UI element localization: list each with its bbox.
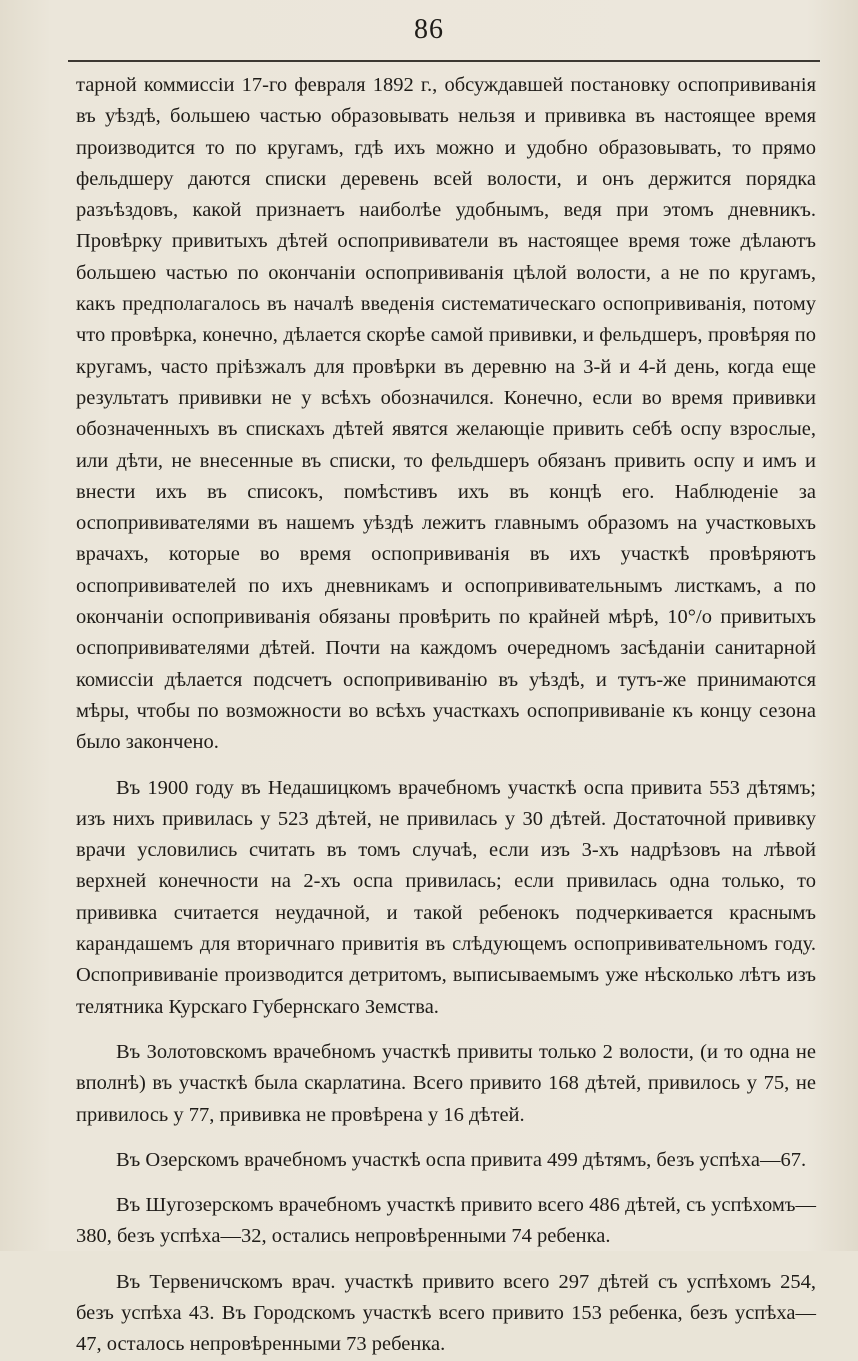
paragraph-ozersky: Въ Озерскомъ врачебномъ участкѣ оспа привита 499 дѣтямъ, безъ успѣха—67. bbox=[116, 1148, 807, 1171]
page-body bbox=[76, 70, 816, 1361]
paragraph-tervenichsky: Въ Тервеничскомъ врач. участкѣ привито всего 297 дѣтей съ успѣхомъ 254, безъ успѣха 43. Въ Городскомъ участкѣ всего привито 153 ребенка, безъ успѣха—47, осталось непровѣренными 73 ребенка. bbox=[76, 1270, 816, 1356]
paragraph-continued: тарной коммиссіи 17-го февраля 1892 г., обсуждавшей постановку оспопрививанія въ уѣздѣ, большею частью образовывать нельзя и прививка въ настоящее время производится то по кругамъ, гдѣ ихъ можно и удобно образовывать, то прямо фельдшеру даются списки деревень всей волости, и онъ держится порядка разъѣздовъ, какой признаетъ наиболѣе удобнымъ, ведя при этомъ дневникъ. Провѣрку привитыхъ дѣтей оспопрививатели въ настоящее время тоже дѣлаютъ большею частью по окончаніи оспопрививанія цѣлой волости, а не по кругамъ, какъ предполагалось въ началѣ введенія систематическаго оспопрививанія, потому что провѣрка, конечно, дѣлается скорѣе самой прививки, и фельдшеръ, провѣряя по кругамъ, часто пріѣзжалъ для провѣрки въ деревню на 3-й и 4-й день, когда еще результатъ прививки не у всѣхъ обозначился. Конечно, если во время прививки обозначенныхъ въ спискахъ дѣтей явятся желающіе привить себѣ оспу взрослые, или дѣти, не внесенные въ списки, то фельдшеръ обязанъ привить оспу и имъ и внести ихъ въ списокъ, помѣстивъ ихъ въ концѣ его. Наблюденіе за оспопрививателями въ нашемъ уѣздѣ лежитъ главнымъ образомъ на участковыхъ врачахъ, которые во время оспопрививанія въ ихъ участкѣ провѣряютъ оспопрививателей по ихъ дневникамъ и оспопрививательнымъ листкамъ, а по окончаніи оспопрививанія обязаны провѣрить по крайней мѣрѣ, 10°/o привитыхъ оспопрививателями дѣтей. Почти на каждомъ очередномъ засѣданіи санитарной комиссіи дѣлается подсчетъ оспопрививанію въ уѣздѣ, и тутъ-же принимаются мѣры, чтобы по возможности во всѣхъ участкахъ оспопрививаніе къ концу сезона было закончено. bbox=[76, 74, 816, 754]
page-number: 86 bbox=[414, 14, 444, 45]
paragraph-shugozersky: Въ Шугозерскомъ врачебномъ участкѣ привито всего 486 дѣтей, съ успѣхомъ—380, безъ успѣха—32, остались непровѣренными 74 ребенка. bbox=[76, 1194, 816, 1248]
paragraph-nedashitsky: Въ 1900 году въ Недашицкомъ врачебномъ участкѣ оспа привита 553 дѣтямъ; изъ нихъ привилась у 523 дѣтей, не привилась у 30 дѣтей. Достаточной прививку врачи условились считать въ томъ случаѣ, если изъ 3-хъ надрѣзовъ на лѣвой верхней конечности на 2-хъ оспа привилась; если привилась одна только, то прививка считается неудачной, и такой ребенокъ подчеркивается краснымъ карандашемъ для вторичнаго привитія въ слѣдующемъ оспопрививательномъ году. Оспопрививаніе производится детритомъ, выписываемымъ уже нѣсколько лѣтъ изъ телятника Курскаго Губернскаго Земства. bbox=[76, 776, 816, 1018]
paragraph-zolotovsky: Въ Золотовскомъ врачебномъ участкѣ привиты только 2 волости, (и то одна не вполнѣ) въ участкѣ была скарлатина. Всего привито 168 дѣтей, привилось у 75, не привилось у 77, прививка не провѣрена у 16 дѣтей. bbox=[76, 1040, 816, 1126]
header-rule bbox=[68, 60, 820, 62]
